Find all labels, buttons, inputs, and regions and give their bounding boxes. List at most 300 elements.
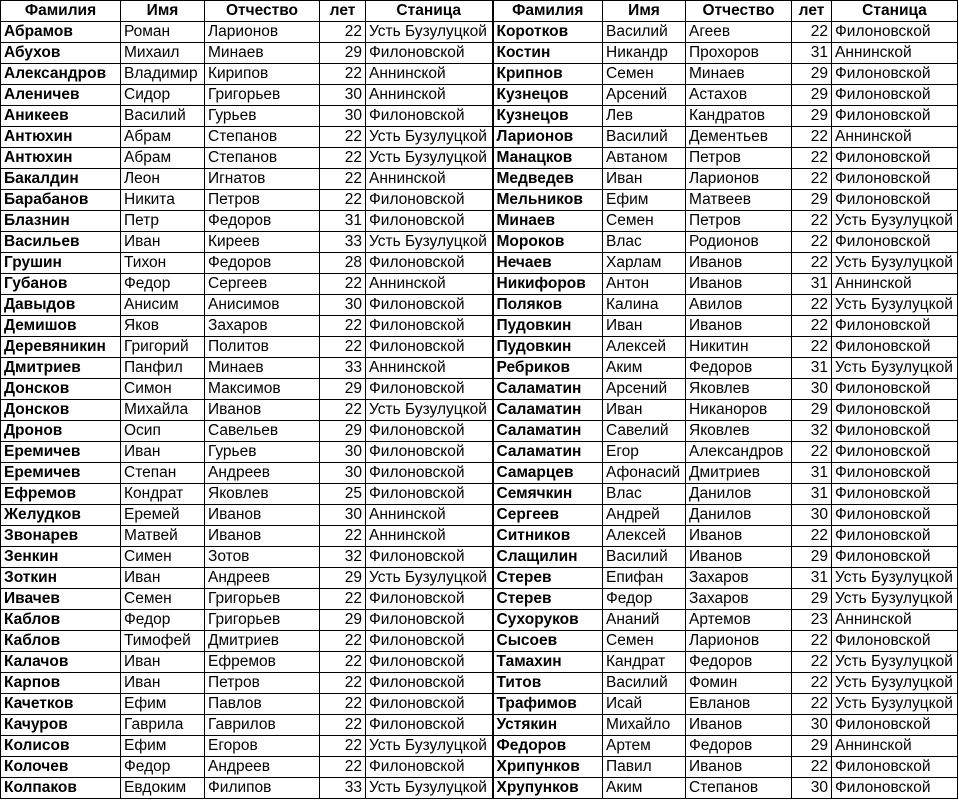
cell-surname: Александров (1, 64, 121, 85)
cell-age: 30 (320, 463, 366, 484)
cell-name: Андрей (603, 505, 686, 526)
cell-name: Михайла (121, 400, 205, 421)
cell-surname: Демишов (1, 316, 121, 337)
cell-stanitsa: Филоновской (832, 421, 958, 442)
cell-stanitsa: Филоновской (366, 421, 493, 442)
cell-stanitsa: Филоновской (832, 778, 958, 799)
cell-patronymic: Дмитриев (686, 463, 792, 484)
cell-patronymic: Андреев (205, 757, 320, 778)
cell-patronymic: Матвеев (686, 190, 792, 211)
cell-patronymic: Минаев (205, 358, 320, 379)
cell-name: Михайло (603, 715, 686, 736)
cell-age: 22 (792, 442, 832, 463)
cell-surname: Саламатин (493, 421, 603, 442)
cell-age: 22 (320, 652, 366, 673)
cell-name: Харлам (603, 253, 686, 274)
cell-stanitsa: Филоновской (366, 442, 493, 463)
cell-age: 29 (792, 736, 832, 757)
cell-age: 22 (320, 715, 366, 736)
cell-patronymic: Анисимов (205, 295, 320, 316)
cell-surname: Самарцев (493, 463, 603, 484)
cell-name: Семен (603, 211, 686, 232)
cell-name: Афонасий (603, 463, 686, 484)
cell-name: Влас (603, 484, 686, 505)
cell-name: Роман (121, 22, 205, 43)
cell-patronymic: Степанов (686, 778, 792, 799)
cell-name: Василий (603, 22, 686, 43)
cell-name: Матвей (121, 526, 205, 547)
cell-age: 30 (792, 715, 832, 736)
cell-age: 22 (320, 736, 366, 757)
cell-surname: Мороков (493, 232, 603, 253)
table-row (1, 274, 958, 295)
cell-patronymic: Данилов (686, 505, 792, 526)
cell-name: Исай (603, 694, 686, 715)
cell-name: Федор (121, 274, 205, 295)
cell-patronymic: Филипов (205, 778, 320, 799)
cell-surname: Титов (493, 673, 603, 694)
cell-surname: Манацков (493, 148, 603, 169)
cell-patronymic: Гаврилов (205, 715, 320, 736)
cell-name: Василий (603, 127, 686, 148)
cell-patronymic: Минаев (205, 43, 320, 64)
cell-name: Иван (121, 232, 205, 253)
cell-patronymic: Федоров (686, 736, 792, 757)
cell-stanitsa: Филоновской (366, 43, 493, 64)
cell-age: 22 (320, 169, 366, 190)
cell-age: 29 (320, 421, 366, 442)
cell-age: 29 (792, 547, 832, 568)
cell-name: Арсений (603, 379, 686, 400)
cell-stanitsa: Филоновской (832, 547, 958, 568)
cell-age: 30 (320, 505, 366, 526)
table-row (1, 232, 958, 253)
cell-stanitsa: Филоновской (832, 379, 958, 400)
cell-name: Егор (603, 442, 686, 463)
cell-patronymic: Никаноров (686, 400, 792, 421)
cell-surname: Кузнецов (493, 85, 603, 106)
cell-name: Арсений (603, 85, 686, 106)
cell-age: 30 (320, 295, 366, 316)
cell-patronymic: Петров (686, 148, 792, 169)
cell-age: 30 (320, 85, 366, 106)
cell-age: 23 (792, 610, 832, 631)
cell-age: 22 (320, 148, 366, 169)
cell-stanitsa: Усть Бузулуцкой (366, 148, 493, 169)
cell-stanitsa: Филоновской (832, 631, 958, 652)
cell-surname: Колпаков (1, 778, 121, 799)
cell-stanitsa: Усть Бузулуцкой (832, 652, 958, 673)
cell-age: 30 (320, 442, 366, 463)
table-row (1, 106, 958, 127)
header-surname: Фамилия (1, 1, 121, 22)
cell-surname: Колочев (1, 757, 121, 778)
cell-patronymic: Данилов (686, 484, 792, 505)
cell-stanitsa: Филоновской (832, 148, 958, 169)
header-stanitsa: Станица (832, 1, 958, 22)
cell-stanitsa: Филоновской (366, 610, 493, 631)
cell-name: Федор (121, 757, 205, 778)
cell-stanitsa: Аннинской (366, 526, 493, 547)
cell-surname: Аникеев (1, 106, 121, 127)
table-row (1, 568, 958, 589)
cell-name: Владимир (121, 64, 205, 85)
cell-name: Ефим (603, 190, 686, 211)
cell-name: Иван (121, 673, 205, 694)
cell-surname: Деревяникин (1, 337, 121, 358)
table-row (1, 673, 958, 694)
cell-surname: Качетков (1, 694, 121, 715)
cell-patronymic: Яковлев (205, 484, 320, 505)
cell-patronymic: Павлов (205, 694, 320, 715)
cell-age: 30 (792, 379, 832, 400)
cell-stanitsa: Филоновской (366, 379, 493, 400)
cell-surname: Зоткин (1, 568, 121, 589)
cell-surname: Донсков (1, 379, 121, 400)
cell-stanitsa: Усть Бузулуцкой (366, 736, 493, 757)
cell-surname: Коротков (493, 22, 603, 43)
cell-surname: Каблов (1, 610, 121, 631)
cell-surname: Ситников (493, 526, 603, 547)
cell-stanitsa: Усть Бузулуцкой (832, 673, 958, 694)
cell-patronymic: Минаев (686, 64, 792, 85)
cell-stanitsa: Филоновской (832, 190, 958, 211)
cell-surname: Тамахин (493, 652, 603, 673)
cell-age: 29 (320, 43, 366, 64)
cell-stanitsa: Филоновской (366, 211, 493, 232)
cell-stanitsa: Аннинской (832, 736, 958, 757)
cell-stanitsa: Аннинской (832, 127, 958, 148)
table-row (1, 295, 958, 316)
cell-age: 32 (792, 421, 832, 442)
cell-patronymic: Гурьев (205, 106, 320, 127)
cell-surname: Саламатин (493, 442, 603, 463)
cell-age: 30 (792, 505, 832, 526)
cell-age: 30 (320, 106, 366, 127)
cell-name: Никита (121, 190, 205, 211)
table-row (1, 736, 958, 757)
cell-name: Ананий (603, 610, 686, 631)
cell-stanitsa: Аннинской (366, 85, 493, 106)
cell-patronymic: Яковлев (686, 421, 792, 442)
cell-stanitsa: Филоновской (366, 484, 493, 505)
cell-stanitsa: Усть Бузулуцкой (832, 295, 958, 316)
cell-stanitsa: Филоновской (832, 715, 958, 736)
cell-age: 31 (792, 43, 832, 64)
table-row (1, 358, 958, 379)
cell-surname: Хрипунков (493, 757, 603, 778)
cell-name: Семен (121, 589, 205, 610)
cell-surname: Устякин (493, 715, 603, 736)
cell-stanitsa: Филоновской (366, 106, 493, 127)
cell-surname: Пудовкин (493, 337, 603, 358)
cell-patronymic: Иванов (686, 757, 792, 778)
cell-age: 22 (792, 232, 832, 253)
table-row (1, 421, 958, 442)
header-patronymic: Отчество (686, 1, 792, 22)
header-name: Имя (121, 1, 205, 22)
cell-patronymic: Федоров (205, 253, 320, 274)
table-row (1, 169, 958, 190)
cell-stanitsa: Филоновской (832, 442, 958, 463)
cell-surname: Карпов (1, 673, 121, 694)
cell-age: 22 (320, 631, 366, 652)
cell-stanitsa: Аннинской (366, 64, 493, 85)
cell-name: Иван (121, 568, 205, 589)
cell-stanitsa: Филоновской (832, 400, 958, 421)
cell-age: 28 (320, 253, 366, 274)
cell-surname: Качуров (1, 715, 121, 736)
cell-age: 22 (792, 757, 832, 778)
cell-stanitsa: Усть Бузулуцкой (366, 400, 493, 421)
cell-name: Никандр (603, 43, 686, 64)
cell-surname: Ларионов (493, 127, 603, 148)
cell-age: 22 (792, 673, 832, 694)
cell-name: Лев (603, 106, 686, 127)
cell-patronymic: Федоров (686, 652, 792, 673)
cell-patronymic: Захаров (205, 316, 320, 337)
cell-age: 25 (320, 484, 366, 505)
table-body (1, 22, 958, 799)
cell-name: Кондрат (121, 484, 205, 505)
cell-stanitsa: Филоновской (366, 295, 493, 316)
cell-stanitsa: Филоновской (832, 106, 958, 127)
cell-surname: Губанов (1, 274, 121, 295)
cell-patronymic: Петров (205, 190, 320, 211)
cell-surname: Саламатин (493, 379, 603, 400)
cell-age: 22 (320, 757, 366, 778)
header-row (1, 1, 958, 22)
cell-name: Влас (603, 232, 686, 253)
cell-name: Евдоким (121, 778, 205, 799)
cell-patronymic: Григорьев (205, 85, 320, 106)
cell-surname: Калачов (1, 652, 121, 673)
cell-name: Артем (603, 736, 686, 757)
cell-stanitsa: Аннинской (366, 169, 493, 190)
cell-patronymic: Степанов (205, 148, 320, 169)
cell-patronymic: Фомин (686, 673, 792, 694)
cell-surname: Еремичев (1, 442, 121, 463)
table-row (1, 757, 958, 778)
cell-stanitsa: Усть Бузулуцкой (366, 232, 493, 253)
cell-stanitsa: Филоновской (366, 463, 493, 484)
cell-name: Семен (603, 64, 686, 85)
cell-patronymic: Федоров (205, 211, 320, 232)
cell-age: 33 (320, 232, 366, 253)
header-surname: Фамилия (493, 1, 603, 22)
cell-patronymic: Сергеев (205, 274, 320, 295)
cell-surname: Аленичев (1, 85, 121, 106)
cell-surname: Колисов (1, 736, 121, 757)
cell-stanitsa: Усть Бузулуцкой (832, 211, 958, 232)
table-row (1, 610, 958, 631)
cell-surname: Стерев (493, 568, 603, 589)
cell-surname: Блазнин (1, 211, 121, 232)
cell-patronymic: Авилов (686, 295, 792, 316)
table-row (1, 400, 958, 421)
cell-surname: Ефремов (1, 484, 121, 505)
cell-surname: Еремичев (1, 463, 121, 484)
cell-patronymic: Гурьев (205, 442, 320, 463)
cell-surname: Васильев (1, 232, 121, 253)
cell-age: 31 (792, 568, 832, 589)
cell-stanitsa: Филоновской (366, 316, 493, 337)
cell-age: 22 (792, 22, 832, 43)
cell-age: 22 (792, 127, 832, 148)
cell-stanitsa: Филоновской (366, 589, 493, 610)
cell-age: 22 (792, 694, 832, 715)
cell-patronymic: Петров (205, 673, 320, 694)
cell-stanitsa: Филоновской (832, 64, 958, 85)
cell-name: Алексей (603, 337, 686, 358)
cell-age: 33 (320, 778, 366, 799)
cell-stanitsa: Аннинской (832, 274, 958, 295)
cell-age: 22 (792, 253, 832, 274)
cell-patronymic: Петров (686, 211, 792, 232)
cell-age: 22 (320, 673, 366, 694)
cell-stanitsa: Аннинской (832, 610, 958, 631)
cell-patronymic: Захаров (686, 589, 792, 610)
table-row (1, 463, 958, 484)
cell-age: 29 (792, 589, 832, 610)
cell-patronymic: Иванов (686, 547, 792, 568)
cell-stanitsa: Филоновской (832, 484, 958, 505)
cell-surname: Крипнов (493, 64, 603, 85)
cell-patronymic: Александров (686, 442, 792, 463)
cell-age: 29 (792, 85, 832, 106)
cell-name: Петр (121, 211, 205, 232)
cell-name: Федор (121, 610, 205, 631)
cell-surname: Минаев (493, 211, 603, 232)
cell-stanitsa: Филоновской (366, 631, 493, 652)
table-row (1, 22, 958, 43)
cell-name: Тихон (121, 253, 205, 274)
cell-patronymic: Ларионов (686, 169, 792, 190)
table-row (1, 43, 958, 64)
cell-patronymic: Иванов (205, 400, 320, 421)
cell-name: Ефим (121, 736, 205, 757)
cell-surname: Пудовкин (493, 316, 603, 337)
cell-stanitsa: Усть Бузулуцкой (366, 568, 493, 589)
cell-patronymic: Савельев (205, 421, 320, 442)
cell-stanitsa: Усть Бузулуцкой (366, 778, 493, 799)
cell-name: Кандрат (603, 652, 686, 673)
cell-name: Василий (603, 673, 686, 694)
cell-surname: Зенкин (1, 547, 121, 568)
cell-name: Михаил (121, 43, 205, 64)
cell-stanitsa: Усть Бузулуцкой (366, 22, 493, 43)
cell-name: Тимофей (121, 631, 205, 652)
cell-age: 22 (792, 211, 832, 232)
cell-patronymic: Иванов (686, 316, 792, 337)
cell-surname: Абрамов (1, 22, 121, 43)
cell-age: 29 (320, 379, 366, 400)
cell-patronymic: Иванов (686, 274, 792, 295)
cell-stanitsa: Аннинской (366, 358, 493, 379)
cell-age: 22 (792, 526, 832, 547)
cell-surname: Ребриков (493, 358, 603, 379)
table-row (1, 547, 958, 568)
cell-name: Иван (121, 652, 205, 673)
cell-name: Еремей (121, 505, 205, 526)
cell-age: 29 (792, 64, 832, 85)
table-row (1, 64, 958, 85)
cell-age: 30 (792, 778, 832, 799)
cell-age: 31 (792, 274, 832, 295)
table-row (1, 526, 958, 547)
cell-stanitsa: Филоновской (832, 316, 958, 337)
cell-patronymic: Дмитриев (205, 631, 320, 652)
cell-patronymic: Иванов (205, 505, 320, 526)
cell-name: Василий (121, 106, 205, 127)
cell-patronymic: Иванов (686, 526, 792, 547)
cell-age: 33 (320, 358, 366, 379)
cell-surname: Дронов (1, 421, 121, 442)
cell-age: 29 (792, 190, 832, 211)
cell-surname: Трафимов (493, 694, 603, 715)
cell-age: 29 (792, 400, 832, 421)
cell-patronymic: Игнатов (205, 169, 320, 190)
cell-surname: Желудков (1, 505, 121, 526)
cell-surname: Давыдов (1, 295, 121, 316)
cell-surname: Мельников (493, 190, 603, 211)
cell-patronymic: Федоров (686, 358, 792, 379)
cell-name: Семен (603, 631, 686, 652)
cell-patronymic: Степанов (205, 127, 320, 148)
cell-stanitsa: Аннинской (366, 274, 493, 295)
cell-stanitsa: Усть Бузулуцкой (832, 358, 958, 379)
table-row (1, 652, 958, 673)
cell-name: Василий (603, 547, 686, 568)
cell-stanitsa: Усть Бузулуцкой (832, 568, 958, 589)
cell-name: Автаном (603, 148, 686, 169)
cell-age: 22 (320, 589, 366, 610)
cell-stanitsa: Филоновской (832, 337, 958, 358)
cell-name: Симон (121, 379, 205, 400)
table-row (1, 442, 958, 463)
cell-age: 22 (320, 190, 366, 211)
cell-name: Гаврила (121, 715, 205, 736)
table-row (1, 85, 958, 106)
header-patronymic: Отчество (205, 1, 320, 22)
cell-surname: Саламатин (493, 400, 603, 421)
cell-age: 31 (792, 484, 832, 505)
cell-age: 22 (320, 274, 366, 295)
cell-patronymic: Политов (205, 337, 320, 358)
cell-surname: Сергеев (493, 505, 603, 526)
table-row (1, 148, 958, 169)
cell-stanitsa: Филоновской (366, 652, 493, 673)
header-age: лет (320, 1, 366, 22)
cell-patronymic: Родионов (686, 232, 792, 253)
cell-surname: Ивачев (1, 589, 121, 610)
cell-stanitsa: Аннинской (832, 43, 958, 64)
cell-surname: Федоров (493, 736, 603, 757)
cell-age: 22 (792, 652, 832, 673)
cell-stanitsa: Филоновской (832, 169, 958, 190)
cell-patronymic: Агеев (686, 22, 792, 43)
cell-patronymic: Артемов (686, 610, 792, 631)
cell-stanitsa: Усть Бузулуцкой (366, 127, 493, 148)
cell-stanitsa: Филоновской (832, 757, 958, 778)
cell-patronymic: Иванов (686, 253, 792, 274)
cell-age: 22 (792, 631, 832, 652)
cell-surname: Поляков (493, 295, 603, 316)
cell-age: 22 (320, 694, 366, 715)
cell-age: 29 (320, 568, 366, 589)
cell-age: 22 (320, 400, 366, 421)
cell-stanitsa: Филоновской (366, 190, 493, 211)
